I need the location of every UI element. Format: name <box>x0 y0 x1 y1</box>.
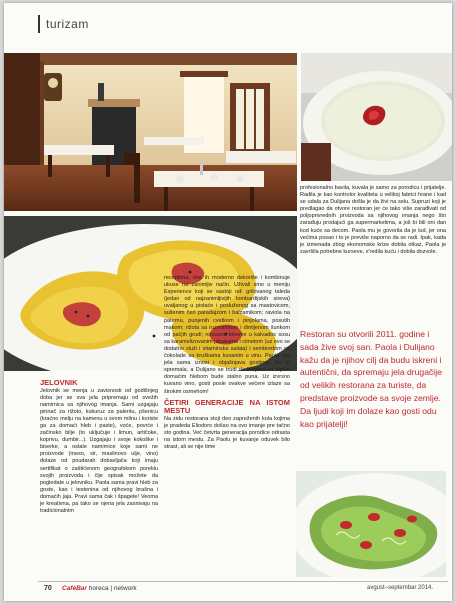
section-divider <box>38 15 40 33</box>
magazine-brand <box>62 585 137 592</box>
pull-quote: Restoran su otvorili 2011. godine i sada žive svoj san. Paola i Dulijano kažu da je njihov cilj da budu iskreni i autentični, da spremaju jela drugačije od velikih restorana za turiste, da predstave proizvode sa svoje zemlje. Da ljudi koji im dolaze kao gosti odu kao prijatelji! <box>300 329 442 429</box>
column-2-body-continued: Na zidu restorana stoji deo zapreženih kola kojima je pradeda Eliodoro došao na ovo imanje pre tačno sto godina. Već četvrta generacija porodice odrasta na istom mestu. Za Paolu je kuvanje oduvek bilo strast, ali se nije time <box>164 415 290 450</box>
article-column-3 <box>300 185 446 258</box>
cream-soup-bowl-photo <box>301 53 452 181</box>
column-3-body: profesionalno bavila, kuvala je samo za porodicu i prijatelje. Radila je kao kontrolor kvaliteta u velikoj fabrici hrane i kad se udala za Dulijana došla je da živi na selu. Supruzi koji je predlagao da otvore restoran jer će tako više zarađivati od poljoprivrednih proizvoda sa njihovog imanja nego što zarađuju prodajući ga supermarketima, a još bi bili oni dan kod kuće sa decom. Paola mu je govorila da je lud, jer ona većima posao i to je previše naporno da se radi. Ipak, kada je izmenada zbog ekonomske krize dobila otkaz, Paola je završila potrebne kurseve, s'redila kuću i dobila dozvole. <box>300 185 446 255</box>
menu-heading: JELOVNIK <box>40 378 78 387</box>
page-number: 70 <box>44 585 52 592</box>
column-1-body: Jelovnik se menja u zavisnosti od godišnjeg doba jer se sva jela pripremaju od svežih namirnica sa njihovog imanja. Sami uzgajaju pirinač za rižoto, kukuruz za palentu, pšenicu (kraćno melju na kamenu u svom mlinu i koriste ga za domaći hleb i paste), voće, povrće i začinsko bilje (to uključuje i limun, artičoke, koprivu, dumbir...). Uzgajaju i svoje kokoške i biserke, a ostale namirnice koje sami ne proizvode (meso, sir, maslinovo ulje, vino) dolaze od poudarah dobavljača koji imaju sertifikat o zaštićenom geografskom poreklu svojih proizvoda i čije spisak možete da pogledate u jelovniku. Paola sama pravi hleb za goste, kao i testenina od njihovog brašna i domaćih jaja. Pravi sama čak i špagete! Veoma je kreativna, pa tako se njena jela zasnivaju na tradicionalnim <box>40 387 158 515</box>
issue-date: avgust–septembar 2014. <box>367 585 434 591</box>
generations-heading: ČETIRI GENERACIJE NA ISTOM MESTU <box>164 397 290 416</box>
article-column-1 <box>40 379 158 517</box>
restaurant-interior-photo <box>4 53 297 211</box>
brand-sections: horeca | network <box>88 585 137 592</box>
column-2-body: receptima, ona ih moderno dekoriše i kombinuje ukuse na zanimljiv način. Uživali smo u meniju Experience koji se sastoji od: grilovanog taleda (jedan od najzanimljivijih lombardijskih sireva) uvaljanog u pistaće i posluženog sa mastovicem, sušenim čeri paradajzom i balzamikom; raviola na paternu, punjenih cvetkom i pinjolama, posutih makom; rižota sa ruzmarinom i dimljenom šunkom od pačjih grudi; rolovane biserke u kalvados sosu sa karamelizovanim jabukama i cimetom (uz ovo se dodatno služi i vitaminska salata) i sembredom od čokolade sa kruškama kuvanim u vinu. Paola sva jela sama iznosi i objašnjava gostima. Sa je spremala, a Dulijano se trudi da korpica sa toplim domaćim hlebom bude stalno puna. Uz izvrsno kuvano vino, gosti posle ovakve večere izlaze sa širokim osmehom! <box>164 275 290 395</box>
magazine-page <box>4 3 452 601</box>
article-column-2 <box>164 275 290 453</box>
section-title: turizam <box>46 17 89 31</box>
pasta-salad-photo <box>296 471 446 577</box>
footer-divider <box>38 581 448 582</box>
brand-name: CaféBar <box>62 585 87 592</box>
